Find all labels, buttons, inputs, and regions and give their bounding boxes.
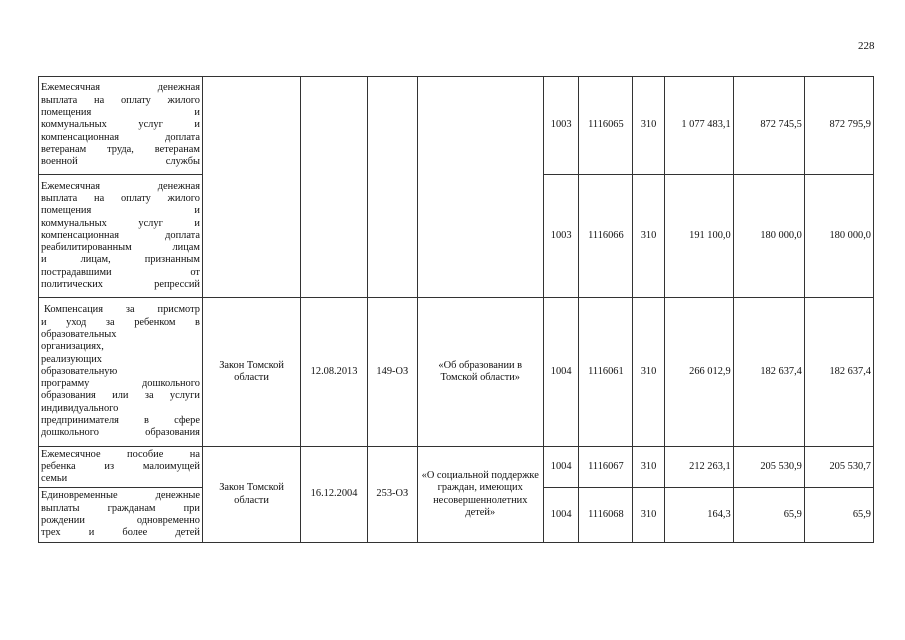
section-cell: 1004	[543, 488, 579, 543]
expense-type-cell: 310	[633, 77, 664, 175]
name-line: политических репрессий	[41, 279, 200, 291]
expense-name-cell	[39, 488, 203, 543]
amount-year1-cell: 164,3	[664, 488, 733, 543]
name-line: Ежемесячное пособие на	[41, 448, 200, 460]
name-line: компенсационная доплата	[41, 229, 200, 241]
name-line: и лицам, признанным	[41, 254, 200, 266]
name-line: трех и более детей	[41, 527, 200, 539]
name-line: помещения и	[41, 107, 200, 119]
section-cell: 1004	[543, 298, 579, 447]
legal-act-title-cell	[417, 77, 543, 298]
amount-year3-cell: 205 530,7	[804, 447, 873, 488]
expense-name-cell	[39, 175, 203, 298]
legal-act-title-cell: «Об образовании в Томской области»	[417, 298, 543, 447]
name-line: предпринимателя в сфере	[41, 415, 200, 427]
target-code-cell: 1116065	[579, 77, 633, 175]
name-line: Ежемесячная денежная	[41, 82, 200, 94]
name-line: индивидуального	[41, 402, 119, 414]
legal-act-date-cell	[301, 77, 368, 298]
section-cell: 1004	[543, 447, 579, 488]
target-code-cell: 1116067	[579, 447, 633, 488]
name-line: дошкольного образования	[41, 427, 200, 439]
name-line: Компенсация за присмотр	[44, 304, 200, 316]
name-line: коммунальных услуг и	[41, 119, 200, 131]
name-line: выплата на оплату жилого	[41, 94, 200, 106]
expense-type-cell: 310	[633, 175, 664, 298]
name-line: пострадавшими от	[41, 266, 200, 278]
amount-year2-cell: 872 745,5	[733, 77, 804, 175]
section-cell: 1003	[543, 175, 579, 298]
amount-year1-cell: 212 263,1	[664, 447, 733, 488]
amount-year1-cell: 191 100,0	[664, 175, 733, 298]
legal-act-date-cell: 12.08.2013	[301, 298, 368, 447]
target-code-cell: 1116061	[579, 298, 633, 447]
name-line: компенсационная доплата	[41, 131, 200, 143]
name-line: помещения и	[41, 205, 200, 217]
name-line: выплаты гражданам при	[41, 502, 200, 514]
target-code-cell: 1116068	[579, 488, 633, 543]
expense-name-cell	[39, 298, 203, 447]
name-line: реализующих	[41, 353, 102, 365]
amount-year1-cell: 266 012,9	[664, 298, 733, 447]
amount-year2-cell: 65,9	[733, 488, 804, 543]
expense-type-cell: 310	[633, 488, 664, 543]
name-line: реабилитированным лицам	[41, 242, 200, 254]
name-line: программу дошкольного	[41, 378, 200, 390]
name-line: организациях,	[41, 341, 104, 353]
amount-year3-cell: 182 637,4	[804, 298, 873, 447]
table-row	[39, 298, 874, 447]
budget-table	[38, 76, 874, 543]
name-line: и уход за ребенком в	[41, 316, 200, 328]
page-number: 228	[858, 40, 875, 52]
target-code-cell: 1116066	[579, 175, 633, 298]
name-line: образовательную	[41, 365, 118, 377]
name-line: образования или за услуги	[41, 390, 200, 402]
legal-act-type-cell: Закон Томской области	[202, 447, 300, 543]
expense-type-cell: 310	[633, 298, 664, 447]
name-line: выплата на оплату жилого	[41, 192, 200, 204]
amount-year3-cell: 872 795,9	[804, 77, 873, 175]
name-line: ребенка из малоимущей	[41, 460, 200, 472]
name-line: коммунальных услуг и	[41, 217, 200, 229]
amount-year3-cell: 180 000,0	[804, 175, 873, 298]
expense-type-cell: 310	[633, 447, 664, 488]
amount-year2-cell: 180 000,0	[733, 175, 804, 298]
name-line: военной службы	[41, 156, 200, 168]
expense-name-cell	[39, 77, 203, 175]
name-line: семьи	[41, 473, 68, 485]
table-row	[39, 77, 874, 175]
amount-year2-cell: 182 637,4	[733, 298, 804, 447]
table-row	[39, 447, 874, 488]
name-line: образовательных	[41, 328, 117, 340]
name-line: рождении одновременно	[41, 515, 200, 526]
name-line: Ежемесячная денежная	[41, 180, 200, 192]
legal-act-date-cell: 16.12.2004	[301, 447, 368, 543]
legal-act-type-cell: Закон Томской области	[202, 298, 300, 447]
name-line: ветеранам труда, ветеранам	[41, 143, 200, 155]
name-line: Единовременные денежные	[41, 490, 200, 502]
amount-year1-cell: 1 077 483,1	[664, 77, 733, 175]
legal-act-type-cell	[202, 77, 300, 298]
expense-name-cell	[39, 447, 203, 488]
legal-act-number-cell: 253-ОЗ	[368, 447, 418, 543]
legal-act-title-cell: «О социальной поддержке граждан, имеющих несовершеннолетних детей»	[417, 447, 543, 543]
amount-year2-cell: 205 530,9	[733, 447, 804, 488]
section-cell: 1003	[543, 77, 579, 175]
legal-act-number-cell	[368, 77, 418, 298]
legal-act-number-cell: 149-ОЗ	[368, 298, 418, 447]
amount-year3-cell: 65,9	[804, 488, 873, 543]
